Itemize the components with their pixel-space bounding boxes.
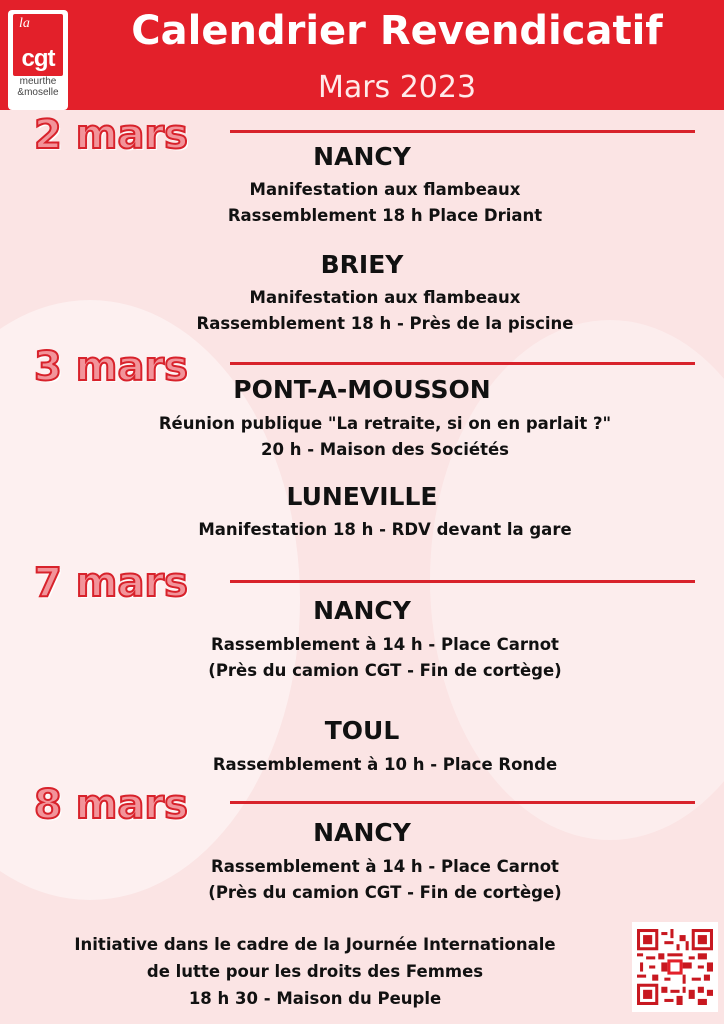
event-line: Rassemblement à 14 h - Place Carnot	[211, 635, 559, 654]
date-divider	[230, 580, 695, 583]
event-line: 20 h - Maison des Sociétés	[261, 440, 509, 459]
cgt-logo	[8, 10, 68, 110]
qr-code-icon	[632, 922, 718, 1012]
logo-line-1: meurthe	[19, 76, 57, 87]
event-city: NANCY	[313, 818, 411, 847]
event-line: Manifestation 18 h - RDV devant la gare	[198, 520, 572, 539]
event-city: BRIEY	[320, 250, 404, 279]
event-line: Manifestation aux flambeaux	[249, 180, 521, 199]
header-banner	[0, 0, 724, 110]
page-title: Calendrier Revendicatif	[131, 8, 663, 54]
event-city: PONT-A-MOUSSON	[233, 375, 491, 404]
qr-code-graphic	[637, 927, 713, 1007]
event-line: Réunion publique "La retraite, si on en parlait ?"	[158, 414, 612, 433]
event-line: Rassemblement 18 h Place Driant	[227, 206, 543, 225]
event-line: (Près du camion CGT - Fin de cortège)	[208, 661, 562, 680]
event-line: Rassemblement à 10 h - Place Ronde	[212, 755, 558, 774]
event-city: NANCY	[313, 142, 411, 171]
date-heading: 8 mars	[34, 782, 188, 828]
event-city: NANCY	[313, 596, 411, 625]
cgt-logo-mark	[13, 14, 63, 76]
logo-cgt: cgt	[21, 45, 55, 72]
event-city: LUNEVILLE	[286, 482, 438, 511]
event-line: Initiative dans le cadre de la Journée Internationale	[74, 935, 556, 954]
event-city: TOUL	[324, 716, 400, 745]
logo-la: la	[19, 16, 30, 31]
date-heading: 7 mars	[34, 560, 188, 606]
event-line: 18 h 30 - Maison du Peuple	[188, 989, 442, 1008]
date-divider	[230, 362, 695, 365]
event-line: Rassemblement 18 h - Près de la piscine	[196, 314, 574, 333]
date-heading: 2 mars	[34, 112, 188, 158]
date-divider	[230, 801, 695, 804]
event-line: de lutte pour les droits des Femmes	[146, 962, 484, 981]
page-subtitle: Mars 2023	[317, 70, 477, 105]
logo-line-2: &moselle	[17, 87, 59, 98]
event-line: Rassemblement à 14 h - Place Carnot	[211, 857, 559, 876]
event-line: (Près du camion CGT - Fin de cortège)	[208, 883, 562, 902]
date-divider	[230, 130, 695, 133]
date-heading: 3 mars	[34, 344, 188, 390]
event-line: Manifestation aux flambeaux	[249, 288, 521, 307]
